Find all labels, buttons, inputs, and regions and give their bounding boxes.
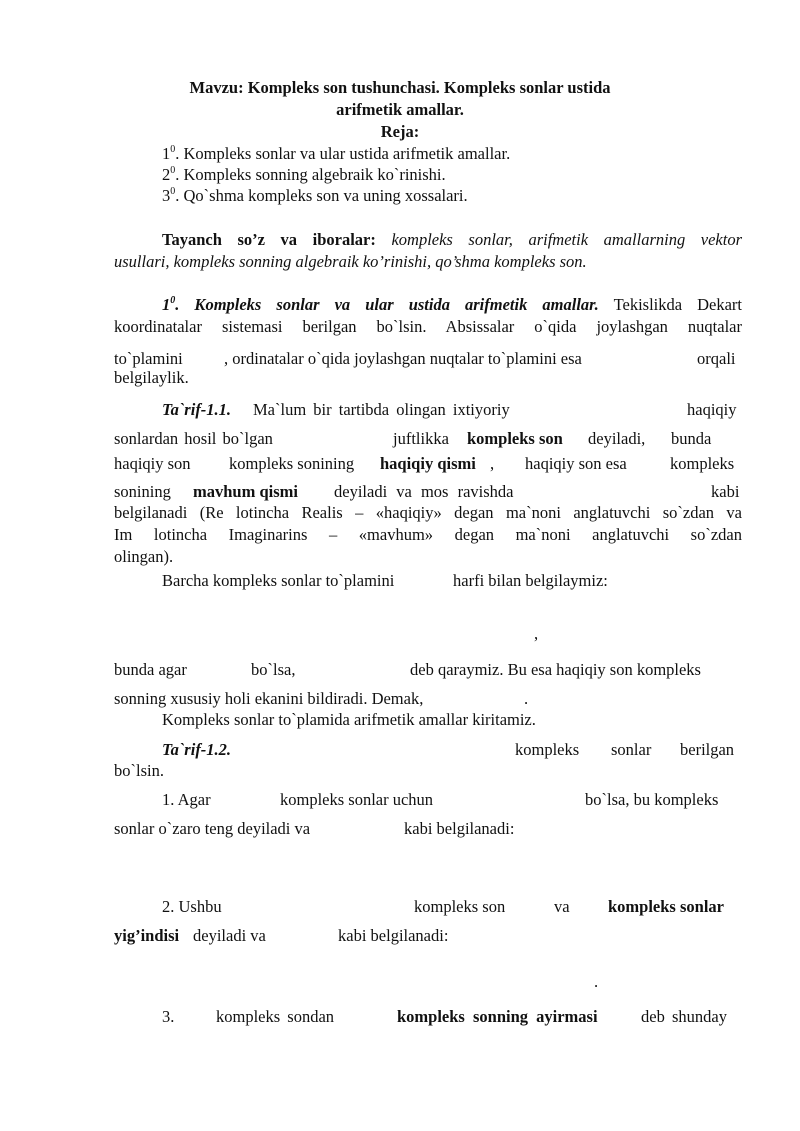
section-1-line-3a: to`plamini [114,349,183,368]
definition-1-1-line-8a: Barcha kompleks sonlar to`plamini [162,571,395,590]
formula-comma: , [534,624,539,643]
plan-item-3: $3^0$. Qo`shma kompleks son va uning xossalari. [162,185,468,205]
definition-1-2-line-2: bo`lsin. [114,761,164,780]
formula-dot: . [594,972,599,991]
item-1-line-1b: kompleks sonlar uchun [280,790,434,809]
section-1-line-4: belgilaylik. [114,368,189,387]
definition-1-1-line-2a: sonlardan hosil bo`lgan [114,429,273,448]
definition-1-1-line-3e: haqiqiy son esa [525,454,627,473]
keywords-line-1: Tayanch so’z va iboralar: kompleks sonlar, arifmetik amallarning vektor [162,230,742,249]
section-1-line-2: koordinatalar sistemasi berilgan bo`lsin. Absissalar o`qida joylashgan nuqtalar [114,317,742,336]
item-1-line-2b: kabi belgilanadi: [404,819,515,838]
section-1-line-3b: , ordinatalar o`qida joylashgan nuqtalar to`plamini esa [224,349,582,368]
definition-1-2-line-1c: berilgan [680,740,735,759]
page-title-line-2: arifmetik amallar. [336,100,464,119]
paragraph-2-line-3: Kompleks sonlar to`plamida arifmetik amallar kiritamiz. [162,710,536,729]
definition-1-2-label: Ta`rif-1.2. [162,740,232,759]
paragraph-2-line-1c: deb qaraymiz. Bu esa haqiqiy son kompleks [410,660,701,679]
definition-1-2-line-1a: kompleks [515,740,580,759]
definition-1-1-line-4d: kabi [711,482,740,501]
definition-1-1-line-5: belgilanadi (Re lotincha Realis – «haqiqiy» degan ma`noni anglatuvchi so`zdan va [114,503,742,522]
plan-heading: Reja: [380,122,420,141]
item-1-line-2a: sonlar o`zaro teng deyiladi va [114,819,311,838]
item-3-line-1d: deb shunday [641,1007,727,1026]
definition-1-1-line-4c: deyiladi va mos ravishda [334,482,514,501]
keywords-line-2: usullari, kompleks sonning algebraik ko’rinishi, qo’shma kompleks son. [114,252,587,271]
definition-1-1-line-3f: kompleks [670,454,735,473]
item-3-line-1a: 3. [162,1007,175,1026]
definition-1-1-line-4b: mavhum qismi [193,482,298,501]
definition-1-1-line-6: Im lotincha Imaginarins – «mavhum» degan ma`noni anglatuvchi so`zdan [114,525,742,544]
definition-1-1-line-4a: sonining [114,482,171,501]
item-3-line-1c: kompleks sonning ayirmasi [397,1007,598,1026]
definition-1-1-line-2b: juftlikka [393,429,449,448]
definition-1-1-line-3c: haqiqiy qismi [380,454,476,473]
definition-1-1-label: Ta`rif-1.1. [162,400,232,419]
definition-1-1-line-7: olingan). [114,547,174,566]
page-title-line-1: Mavzu: Kompleks son tushunchasi. Kompleks sonlar ustida [189,78,611,97]
item-2-line-2a: yig’indisi [114,926,180,945]
paragraph-2-line-2a: sonning xususiy holi ekanini bildiradi. Demak, [114,689,424,708]
paragraph-2-line-1a: bunda agar [114,660,187,679]
item-3-line-1b: kompleks sondan [216,1007,335,1026]
plan-item-2: $2^0$. Kompleks sonning algebraik ko`rinishi. [162,164,446,184]
paragraph-2-line-1b: bo`lsa, [251,660,296,679]
definition-1-1-line-2c: kompleks son [467,429,563,448]
definition-1-1-line-8b: harfi bilan belgilaymiz: [453,571,608,590]
section-1-heading-line: $1^0$. Kompleks sonlar va ular ustida arifmetik amallar. Tekislikda Dekart [162,294,743,314]
definition-1-1-line-3a: haqiqiy son [114,454,191,473]
definition-1-1-line-2d: deyiladi, [588,429,646,448]
item-2-line-2c: kabi belgilanadi: [338,926,449,945]
item-2-line-1c: va [554,897,570,916]
plan-item-1: $1^0$. Kompleks sonlar va ular ustida arifmetik amallar. [162,143,511,163]
section-1-line-3c: orqali [697,349,736,368]
definition-1-2-line-1b: sonlar [611,740,652,759]
item-2-line-1d: kompleks sonlar [608,897,724,916]
definition-1-1-line-1b: haqiqiy [687,400,737,419]
definition-1-1-line-2e: bunda [671,429,712,448]
item-1-line-1a: 1. Agar [162,790,211,809]
definition-1-1-line-1a: Ma`lum bir tartibda olingan ixtiyoriy [253,400,510,419]
item-2-line-1a: 2. Ushbu [162,897,222,916]
paragraph-2-line-2b: . [524,689,529,708]
definition-1-1-line-3b: kompleks sonining [229,454,355,473]
item-1-line-1c: bo`lsa, bu kompleks [585,790,719,809]
item-2-line-1b: kompleks son [414,897,506,916]
item-2-line-2b: deyiladi va [193,926,266,945]
definition-1-1-line-3d: , [490,454,495,473]
